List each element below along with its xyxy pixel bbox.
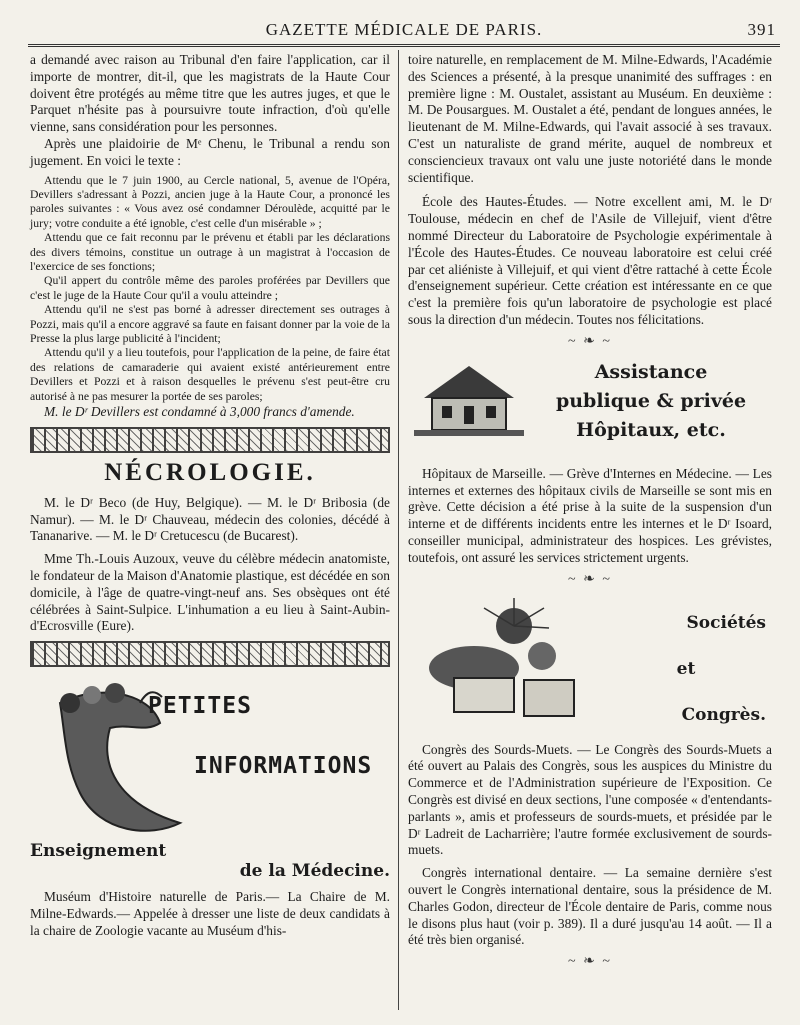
hospital-building-icon [414,358,524,438]
et-heading: et [676,658,696,679]
societes-banner [408,594,772,736]
congress-books-icon [414,598,594,728]
judgment-clause: Qu'il appert du contrôle même des paroles proférées par Devillers que c'est le juge de la Haute Cour qu'il a voulu atteindre ; [30,274,390,302]
publique-heading: publique & privée [555,389,747,412]
ornamental-band [30,641,390,667]
ornament-divider: ~ ❧ ~ [568,333,612,349]
petites-informations-banner [30,673,390,841]
necrologie-entry: M. le Dʳ Beco (de Huy, Belgique). — M. le Dʳ Bribosia (de Namur). — M. le Dʳ Chauveau, médecin des colonies, décédé à Tananarive. — M. le Dʳ Cretucescu (de Bucarest). [30,494,390,544]
journal-title: GAZETTE MÉDICALE DE PARIS. [265,20,543,39]
museum-article: Muséum d'Histoire naturelle de Paris.— La Chaire de M. Milne-Edwards.— Appelée à dresser une liste de deux candidats à la chaire de Zoologie vacante au Muséum d'his- [30,889,390,938]
hopitaux-heading: Hôpitaux, etc. [576,418,726,441]
ornament-divider: ~ ❧ ~ [568,571,612,587]
page-header [28,18,780,47]
section-heading-enseignement: Enseignement [30,841,167,862]
sourds-muets-article: Congrès des Sourds-Muets. — Le Congrès des Sourds-Muets a été ouvert au Palais des Congrès, sous les auspices du Ministre du Commerce et de l'Administration supérieure de l'Exposition. Ce Congrès est divisé en deux sections, l'une composée « d'entendants-parlants », amis et professeurs de sourds-muets, et présidée par le Dʳ Ladreit de Lacharrière; l'autre formée exclusivement de sourds-muets. [408,741,772,858]
judgment-clause: Attendu que le 7 juin 1900, au Cercle national, 5, avenue de l'Opéra, Devillers s'adressant à Pozzi, ancien juge à la Haute Cour, a prononcé les paroles suivantes : « Vous avez osé condamner Déroulède, acquitté par le jury; votre conduite a été ignoble, c'est celle d'un misérable » ; [30,173,390,230]
section-heading-medecine: de la Médecine. [239,861,390,882]
ecole-article: École des Hautes-Études. — Notre excellent ami, M. le Dʳ Toulouse, médecin en chef de l'Asile de Villejuif, vient d'être nommé Directeur du Laboratoire de Psychologie expérimentale à l'École des Hautes-Études. Ce nouveau laboratoire est celui créé par cet aliéniste à Villejuif, et qui vient d'être rattaché à cette École d'enseignement supérieur. Cette création est intéressante en ce que c'est la première fois qu'un laboratoire de psychologie est placé sous la direction d'un médecin. Toutes nos félicitations. [408,194,772,327]
right-column [408,52,772,974]
marseille-article: Hôpitaux de Marseille. — Grève d'Internes en Médecine. — Les internes et externes des hôpitaux civils de Marseille se sont mis en grève. Cette décision a été prise à la suite de la suspension d'un interne et de différents incidents entre les internes et le Dʳ Isoard, conseiller municipal, administrateur des hospices. Les grévistes, toutefois, ont assuré les services strictement urgents. [408,465,772,565]
dentaire-article: Congrès international dentaire. — La semaine dernière s'est ouvert le Congrès international dentaire, sous la présidence de M. Charles Godon, directeur de l'École dentaire de Paris, comme nous le disons plus haut (voir p. 389). Il a duré jusqu'au 14 août. — Il a été très bien organisé. [408,865,772,948]
assistance-banner [408,354,772,462]
verdict: M. le Dʳ Devillers est condamné à 3,000 francs d'amende. [44,404,355,420]
article-paragraph: a demandé avec raison au Tribunal d'en faire l'application, car il importe de montrer, dit-il, que les magistrats de la Haute Cour doivent être protégés au même titre que les autres juges, et que le Parquet n'hésite pas à poursuivre toute infraction, d'où qu'elle vienne, sans considération pour les personnes. [30,52,390,135]
informations-heading: INFORMATIONS [194,753,373,780]
article-paragraph: toire naturelle, en remplacement de M. Milne-Edwards, l'Académie des Sciences a présenté, à la presque unanimité des suffrages : en première ligne : M. Oustalet, assistant au Muséum. En deuxième : M. De Pousargues. M. Oustalet a été, pendant de longues années, le lieutenant de M. Milne-Edwards, qui l'avait associé à ses travaux. C'est un naturaliste de grand mérite, auquel de nombreux et consciencieux travaux ont valu une juste notoriété dans le monde scientifique. [408,52,772,185]
judgment-clause: Attendu qu'il ne s'est pas borné à adresser directement ses outrages à Pozzi, mais qu'il a encore aggravé sa faute en faisant donner par la voie de la Presse la plus large publicité à l'incident; [30,303,390,346]
assistance-heading: Assistance [594,360,708,383]
judgment-clause: Attendu que ce fait reconnu par le prévenu et établi par les déclarations des divers témoins, constitue un outrage à un magistrat à l'occasion de l'exercice de ses fonctions; [30,231,390,274]
left-column [30,52,390,940]
societes-heading: Sociétés [686,612,766,633]
necrologie-entry: Mme Th.-Louis Auzoux, veuve du célèbre médecin anatomiste, le fondateur de la Maison d'Anatomie plastique, est décédée en son domicile, à l'âge de quatre-vingt-neuf ans. Ses obsèques ont été célébrées à Saint-Sulpice. L'inhumation a eu lieu à Saint-Aubin-d'Ecrosville (Eure). [30,551,390,634]
judgment-clause: Attendu qu'il y a lieu toutefois, pour l'application de la peine, de faire état des relations de camaraderie qui avaient existé antérieurement entre Devillers et Pozzi et à raison desquelles le prévenu s'est peut-être cru autorisé à ne pas mesurer la portée de ses paroles; [30,346,390,403]
ornament-divider: ~ ❧ ~ [568,954,612,970]
column-divider [398,50,399,1010]
page-number: 391 [747,20,776,39]
article-paragraph: Après une plaidoirie de Mᵉ Chenu, le Tribunal a rendu son jugement. En voici le texte : [30,135,390,168]
necrologie-title: NÉCROLOGIE. [104,458,316,486]
congres-heading: Congrès. [681,704,766,725]
ornamental-band [30,427,390,453]
petites-heading: PETITES [148,693,252,720]
